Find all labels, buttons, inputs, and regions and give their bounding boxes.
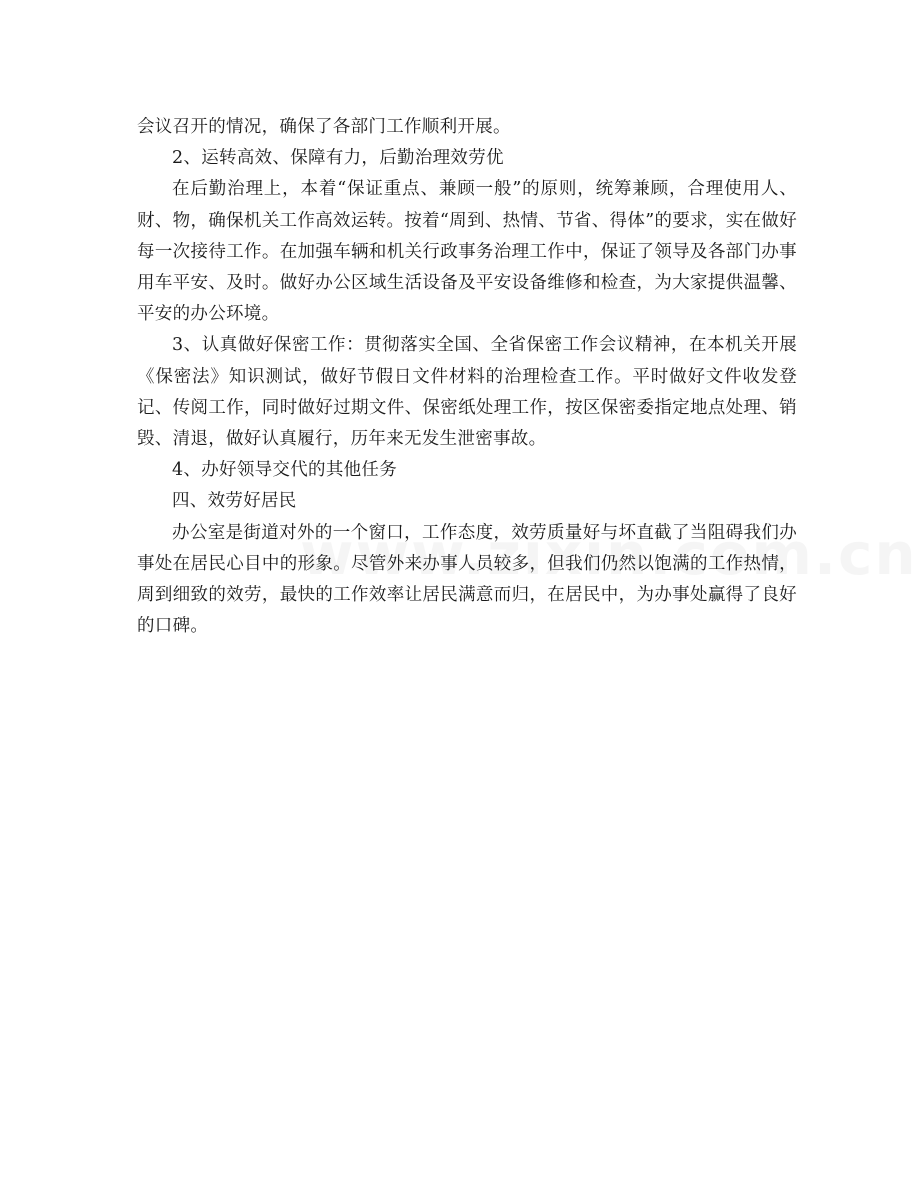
paragraph-logistics: 在后勤治理上，本着“保证重点、兼顾一般”的原则，统筹兼顾，合理使用人、财、物，确保机关工作高效运转。按着“周到、热情、节省、得体”的要求，实在做好每一次接待工作。在加强车辆和机关行政事务治理工作中，保证了领导及各部门办事用车平安、及时。做好办公区域生活设备及平安设备维修和检查，为大家提供温馨、平安的办公环境。: [137, 179, 797, 325]
paragraph-continuation: 会议召开的情况，确保了各部门工作顺利开展。: [137, 117, 511, 137]
section-heading-logistics: 2、运转高效、保障有力，后勤治理效劳优: [172, 148, 504, 169]
paragraph-confidentiality: 3、认真做好保密工作：贯彻落实全国、全省保密工作会议精神，在本机关开展《保密法》知识测试，做好节假日文件材料的治理检查工作。平时做好文件收发登记、传阅工作，同时做好过期文件、保密纸处理工作，按区保密委指定地点处理、销毁、清退，做好认真履行，历年来无发生泄密事故。: [137, 335, 797, 450]
section-heading-other-tasks: 4、办好领导交代的其他任务: [172, 460, 398, 481]
paragraph-serve-residents: 办公室是街道对外的一个窗口，工作态度，效劳质量好与坏直截了当阻碍我们办事处在居民心目中的形象。尽管外来办事人员较多，但我们仍然以饱满的工作热情，周到细致的效劳，最快的工作效率让居民满意而归，在居民中，为办事处赢得了良好的口碑。: [137, 522, 797, 637]
section-heading-serve-residents: 四、效劳好居民: [172, 491, 297, 512]
document-body: [137, 112, 797, 642]
